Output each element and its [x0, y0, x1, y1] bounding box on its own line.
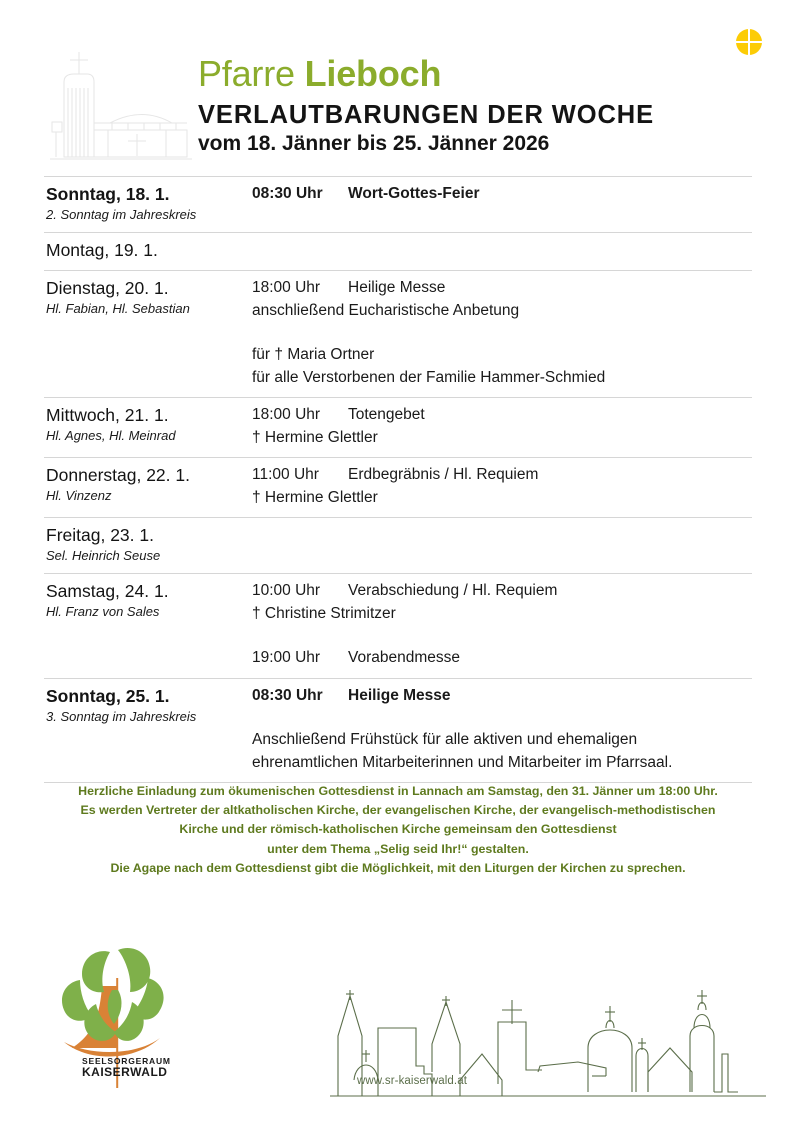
- day-saint: Hl. Franz von Sales: [46, 604, 160, 619]
- event-spacer: [252, 322, 752, 344]
- schedule-row: [44, 270, 752, 397]
- event-spacer: [252, 625, 752, 647]
- notice-line: Die Agape nach dem Gottesdienst gibt die Möglichkeit, mit den Liturgen der Kirchen zu sprechen.: [110, 860, 686, 875]
- event-time: 18:00 Uhr: [252, 279, 321, 296]
- event-line: [252, 685, 752, 708]
- day-name: Donnerstag, 22. 1.: [46, 465, 190, 485]
- date-range: vom 18. Jänner bis 25. Jänner 2026: [198, 132, 550, 155]
- event-time: 18:00 Uhr: [252, 406, 321, 423]
- event-time: 08:30 Uhr: [252, 185, 323, 202]
- day-name: Montag, 19. 1.: [46, 240, 158, 260]
- event-line: [252, 647, 752, 670]
- schedule-day-cell: [44, 464, 252, 509]
- schedule-day-cell: [44, 580, 252, 670]
- event-note: für alle Verstorbenen der Familie Hammer-Schmied: [252, 368, 606, 386]
- day-saint: 2. Sonntag im Jahreskreis: [46, 207, 197, 222]
- day-name: Dienstag, 20. 1.: [46, 278, 169, 298]
- logo-line1: SEELSORGERAUM: [82, 1056, 171, 1066]
- day-name: Mittwoch, 21. 1.: [46, 405, 169, 425]
- parish-prefix: Pfarre: [198, 53, 305, 94]
- event-description: Verabschiedung / Hl. Requiem: [348, 582, 558, 599]
- day-saint: Sel. Heinrich Seuse: [46, 548, 161, 563]
- ecumenical-notice: [44, 782, 752, 878]
- website-url[interactable]: www.sr-kaiserwald.at: [357, 1075, 467, 1087]
- parish-name: Lieboch: [304, 53, 442, 94]
- event-description: Wort-Gottes-Feier: [348, 185, 480, 202]
- schedule-day-cell: [44, 685, 252, 775]
- event-line: [252, 277, 752, 300]
- day-saint: 3. Sonntag im Jahreskreis: [46, 708, 197, 724]
- event-note: Anschließend Frühstück für alle aktiven und ehemaligen: [252, 731, 638, 748]
- schedule-events-cell: [252, 464, 752, 509]
- event-time: 19:00 Uhr: [252, 649, 321, 666]
- schedule-events-cell: [252, 685, 752, 775]
- event-time: 10:00 Uhr: [252, 582, 321, 599]
- day-saint: Hl. Agnes, Hl. Meinrad: [46, 428, 176, 443]
- event-description: Erdbegräbnis / Hl. Requiem: [348, 466, 539, 483]
- day-name: Samstag, 24. 1.: [46, 581, 169, 601]
- logo-line2: KAISERWALD: [82, 1065, 168, 1079]
- church-line-art-icon: [42, 44, 202, 172]
- schedule-events-cell: [252, 183, 752, 224]
- schedule-day-cell: [44, 524, 252, 565]
- schedule-events-cell: [252, 524, 752, 565]
- event-time: 08:30 Uhr: [252, 686, 323, 704]
- event-line: [252, 580, 752, 603]
- schedule-row: [44, 232, 752, 270]
- schedule-table: [44, 176, 752, 783]
- notice-line: Es werden Vertreter der altkatholischen Kirche, der evangelischen Kirche, der evangelisch-methodistischen: [80, 803, 716, 818]
- schedule-day-cell: [44, 239, 252, 262]
- schedule-row: [44, 457, 752, 517]
- schedule-events-cell: [252, 580, 752, 670]
- day-saint: Hl. Vinzenz: [46, 488, 112, 503]
- event-note: † Christine Strimitzer: [252, 604, 396, 622]
- tree-sail-cross-logo-icon: [56, 938, 172, 1090]
- event-note: † Hermine Glettler: [252, 488, 378, 506]
- notice-line: unter dem Thema „Selig seid Ihr!“ gestalten.: [267, 841, 529, 856]
- schedule-day-cell: [44, 183, 252, 224]
- event-time: 11:00 Uhr: [252, 466, 319, 483]
- yellow-circle-cross-icon: [735, 28, 763, 56]
- event-line: [252, 183, 752, 206]
- event-line: [252, 464, 752, 487]
- page-header: [0, 0, 795, 172]
- event-note: anschließend Eucharistische Anbetung: [252, 301, 520, 319]
- day-name: Sonntag, 25. 1.: [46, 685, 170, 706]
- page-subtitle: VERLAUTBARUNGEN DER WOCHE: [198, 101, 654, 129]
- notice-line: Herzliche Einladung zum ökumenischen Gottesdienst in Lannach am Samstag, den 31. Jänner um 18:00 Uhr.: [78, 784, 718, 798]
- schedule-events-cell: [252, 277, 752, 389]
- notice-line: Kirche und der römisch-katholischen Kirche gemeinsam den Gottesdienst: [179, 822, 617, 837]
- day-name: Freitag, 23. 1.: [46, 525, 154, 545]
- schedule-row: [44, 678, 752, 784]
- event-description: Vorabendmesse: [348, 649, 461, 666]
- event-note: ehrenamtlichen Mitarbeiterinnen und Mitarbeiter im Pfarrsaal.: [252, 753, 673, 771]
- schedule-events-cell: [252, 404, 752, 449]
- day-saint: Hl. Fabian, Hl. Sebastian: [46, 301, 190, 316]
- event-spacer: [252, 707, 752, 729]
- schedule-events-cell: [252, 239, 752, 262]
- page-title: [198, 54, 758, 94]
- event-description: Heilige Messe: [348, 279, 446, 296]
- event-note: † Hermine Glettler: [252, 428, 378, 446]
- event-line: [252, 404, 752, 427]
- day-name: Sonntag, 18. 1.: [46, 184, 170, 204]
- event-description: Totengebet: [348, 406, 425, 423]
- schedule-row: [44, 176, 752, 232]
- event-note: für † Maria Ortner: [252, 346, 375, 363]
- event-description: Heilige Messe: [348, 686, 451, 704]
- schedule-row: [44, 517, 752, 573]
- schedule-row: [44, 397, 752, 457]
- schedule-row: [44, 573, 752, 678]
- title-block: [198, 54, 758, 157]
- schedule-day-cell: [44, 404, 252, 449]
- schedule-day-cell: [44, 277, 252, 389]
